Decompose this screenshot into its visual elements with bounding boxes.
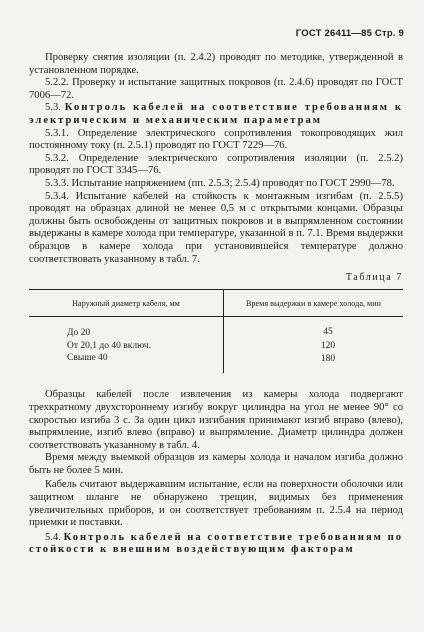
paragraph-bending: Образцы кабелей после извлечения из камеры холода подвергают трехкратному двухстороннему изгибу вокруг цилиндра на угол не менее 90° со скоростью изгиба 3 с. За один цикл изгибания принимают изгиб вправо (влево), выпрямление, изгиб влево (вправо) и выпрямление. Диаметр цилиндра должен соответствовать указанному в табл. 4. <box>29 389 403 451</box>
paragraph-time-limit: Время между выемкой образцов из камеры холода и началом изгиба должно быть не более 5 мин. <box>29 452 403 476</box>
section-number: 5.3. <box>45 102 61 114</box>
section-5-4-heading <box>29 532 403 557</box>
time-cell: 120 <box>320 340 336 351</box>
section-title: Контроль кабелей на соответствие требованиям по стойкости к внешним воздействующим факторам <box>29 531 403 556</box>
document-body <box>29 52 403 557</box>
table-caption: Таблица 7 <box>345 272 403 284</box>
paragraph-5-3-3: 5.3.3. Испытание напряжением (пп. 2.5.3; 2.5.4) проводят по ГОСТ 2990—78. <box>45 177 395 189</box>
section-title: Контроль кабелей на соответствие требованиям к электрическим и механическим параметрам <box>29 102 403 126</box>
paragraph-5-2-1-cont: Проверку снятия изоляции (п. 2.4.2) проводят по методике, утвержденной в установленном порядке. <box>29 52 403 76</box>
table-row <box>29 353 403 373</box>
table-row <box>29 317 403 340</box>
time-cell: 45 <box>323 327 333 338</box>
table-row <box>29 340 403 353</box>
section-5-3-heading <box>29 102 403 127</box>
page-header: ГОСТ 26411—85 Стр. 9 <box>295 28 404 39</box>
diameter-cell: От 20,1 до 40 включ. <box>29 340 223 353</box>
paragraph-acceptance: Кабель считают выдержавшим испытание, если на поверхности оболочки или защитном шланге не обнаружено трещин, видимых без применения увеличительных приборов, и он соответствует требованиям п. 2.5.4 на период приемки и поставки. <box>29 479 403 529</box>
column-header-time: Время выдержки в камере холода, мин <box>223 289 403 316</box>
time-cell: 180 <box>320 353 336 364</box>
diameter-cell: До 20 <box>29 317 223 340</box>
column-header-diameter: Наружный диаметр кабеля, мм <box>29 289 223 316</box>
paragraph-5-3-1: 5.3.1. Определение электрического сопротивления токопроводящих жил постоянному току (п. 2.5.1) проводят по ГОСТ 7229—76. <box>29 127 403 152</box>
paragraph-5-3-4: 5.3.4. Испытание кабелей на стойкость к монтажным изгибам (п. 2.5.5) проводят на образцах длиной не менее 0,5 м с открытыми концами. Образцы должны быть освобождены от защитных покровов и в выпрямленном состоянии выдержаны в камере холода при температуре, указанной в п. 7.1. Время выдержки образцов в камере холода при установившейся температуре должно соответствовать указанному в табл. 7. <box>29 190 403 265</box>
paragraph-5-2-2: 5.2.2. Проверку и испытание защитных покровов (п. 2.4.6) проводят по ГОСТ 7006—72. <box>29 77 403 101</box>
paragraph-5-3-2: 5.3.2. Определение электрического сопротивления изоляции (п. 2.5.2) проводят по ГОСТ 3345—76. <box>29 152 403 177</box>
section-number: 5.4. <box>45 531 61 543</box>
diameter-cell: Свыше 40 <box>29 353 223 373</box>
table-7 <box>29 289 403 374</box>
